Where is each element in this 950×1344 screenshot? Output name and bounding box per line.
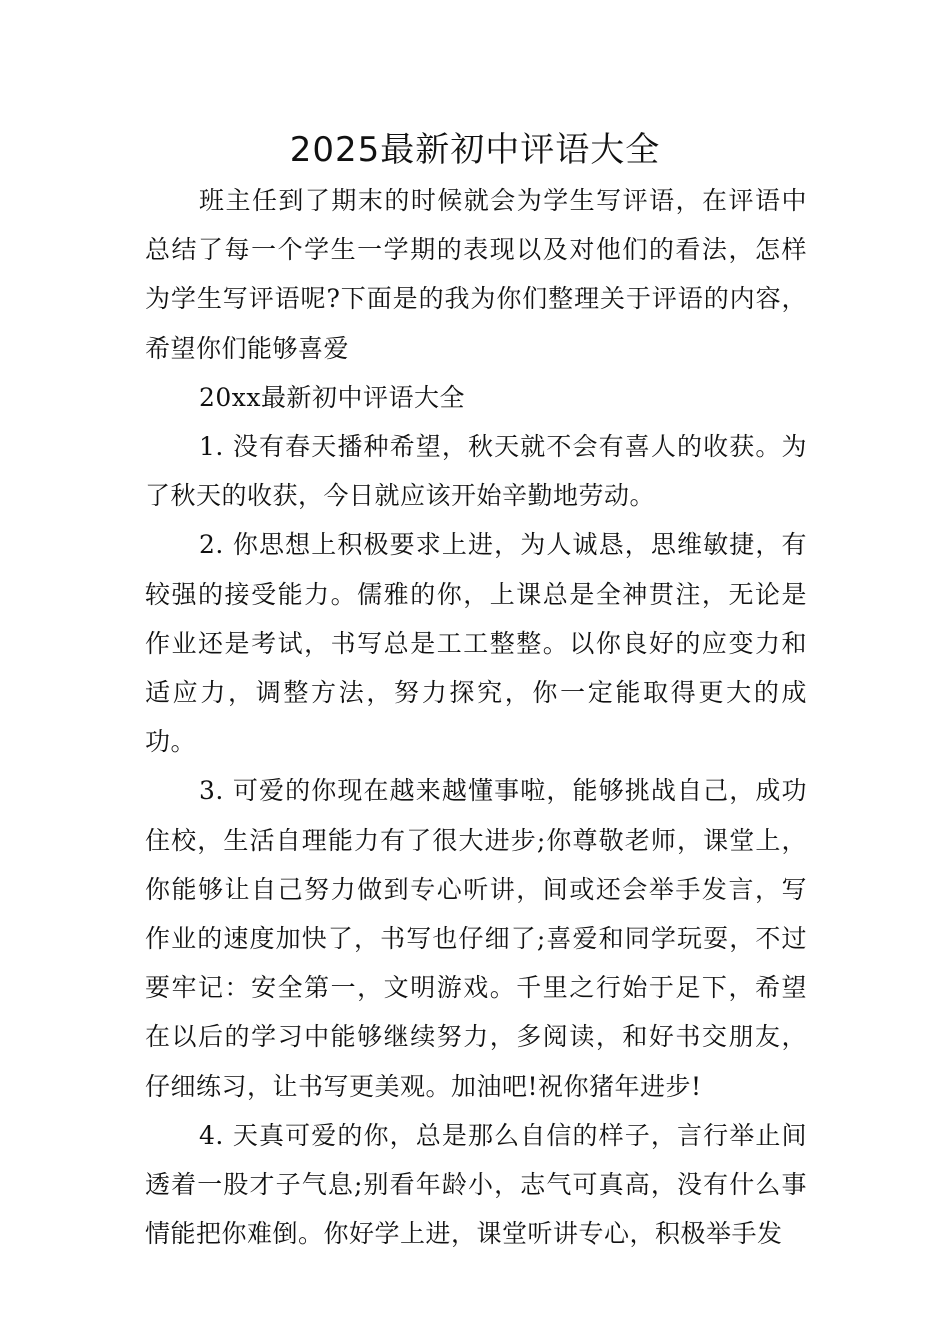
comment-item-1: 1. 没有春天播种希望，秋天就不会有喜人的收获。为了秋天的收获，今日就应该开始辛勤地劳动。 — [145, 432, 807, 511]
comment-item-4: 4. 天真可爱的你，总是那么自信的样子，言行举止间透着一股才子气息;别看年龄小，志气可真高，没有什么事情能把你难倒。你好学上进，课堂听讲专心，积极举手发 — [145, 1120, 807, 1249]
section-heading: 20xx最新初中评语大全 — [199, 382, 466, 412]
document-body — [145, 176, 807, 1258]
intro-paragraph: 班主任到了期末的时候就会为学生写评语，在评语中总结了每一个学生一学期的表现以及对他们的看法，怎样为学生写评语呢?下面是的我为你们整理关于评语的内容，希望你们能够喜爱 — [145, 186, 807, 363]
document-title: 2025最新初中评语大全 — [289, 130, 661, 170]
comment-item-3: 3. 可爱的你现在越来越懂事啦，能够挑战自己，成功住校，生活自理能力有了很大进步;你尊敬老师，课堂上，你能够让自己努力做到专心听讲，间或还会举手发言，写作业的速度加快了，书写也仔细了;喜爱和同学玩耍，不过要牢记：安全第一，文明游戏。千里之行始于足下，希望在以后的学习中能够继续努力，多阅读，和好书交朋友，仔细练习，让书写更美观。加油吧!祝你猪年进步! — [145, 776, 807, 1101]
comment-item-2: 2. 你思想上积极要求上进，为人诚恳，思维敏捷，有较强的接受能力。儒雅的你，上课总是全神贯注，无论是作业还是考试，书写总是工工整整。以你良好的应变力和适应力，调整方法，努力探究，你一定能取得更大的成功。 — [145, 530, 807, 757]
